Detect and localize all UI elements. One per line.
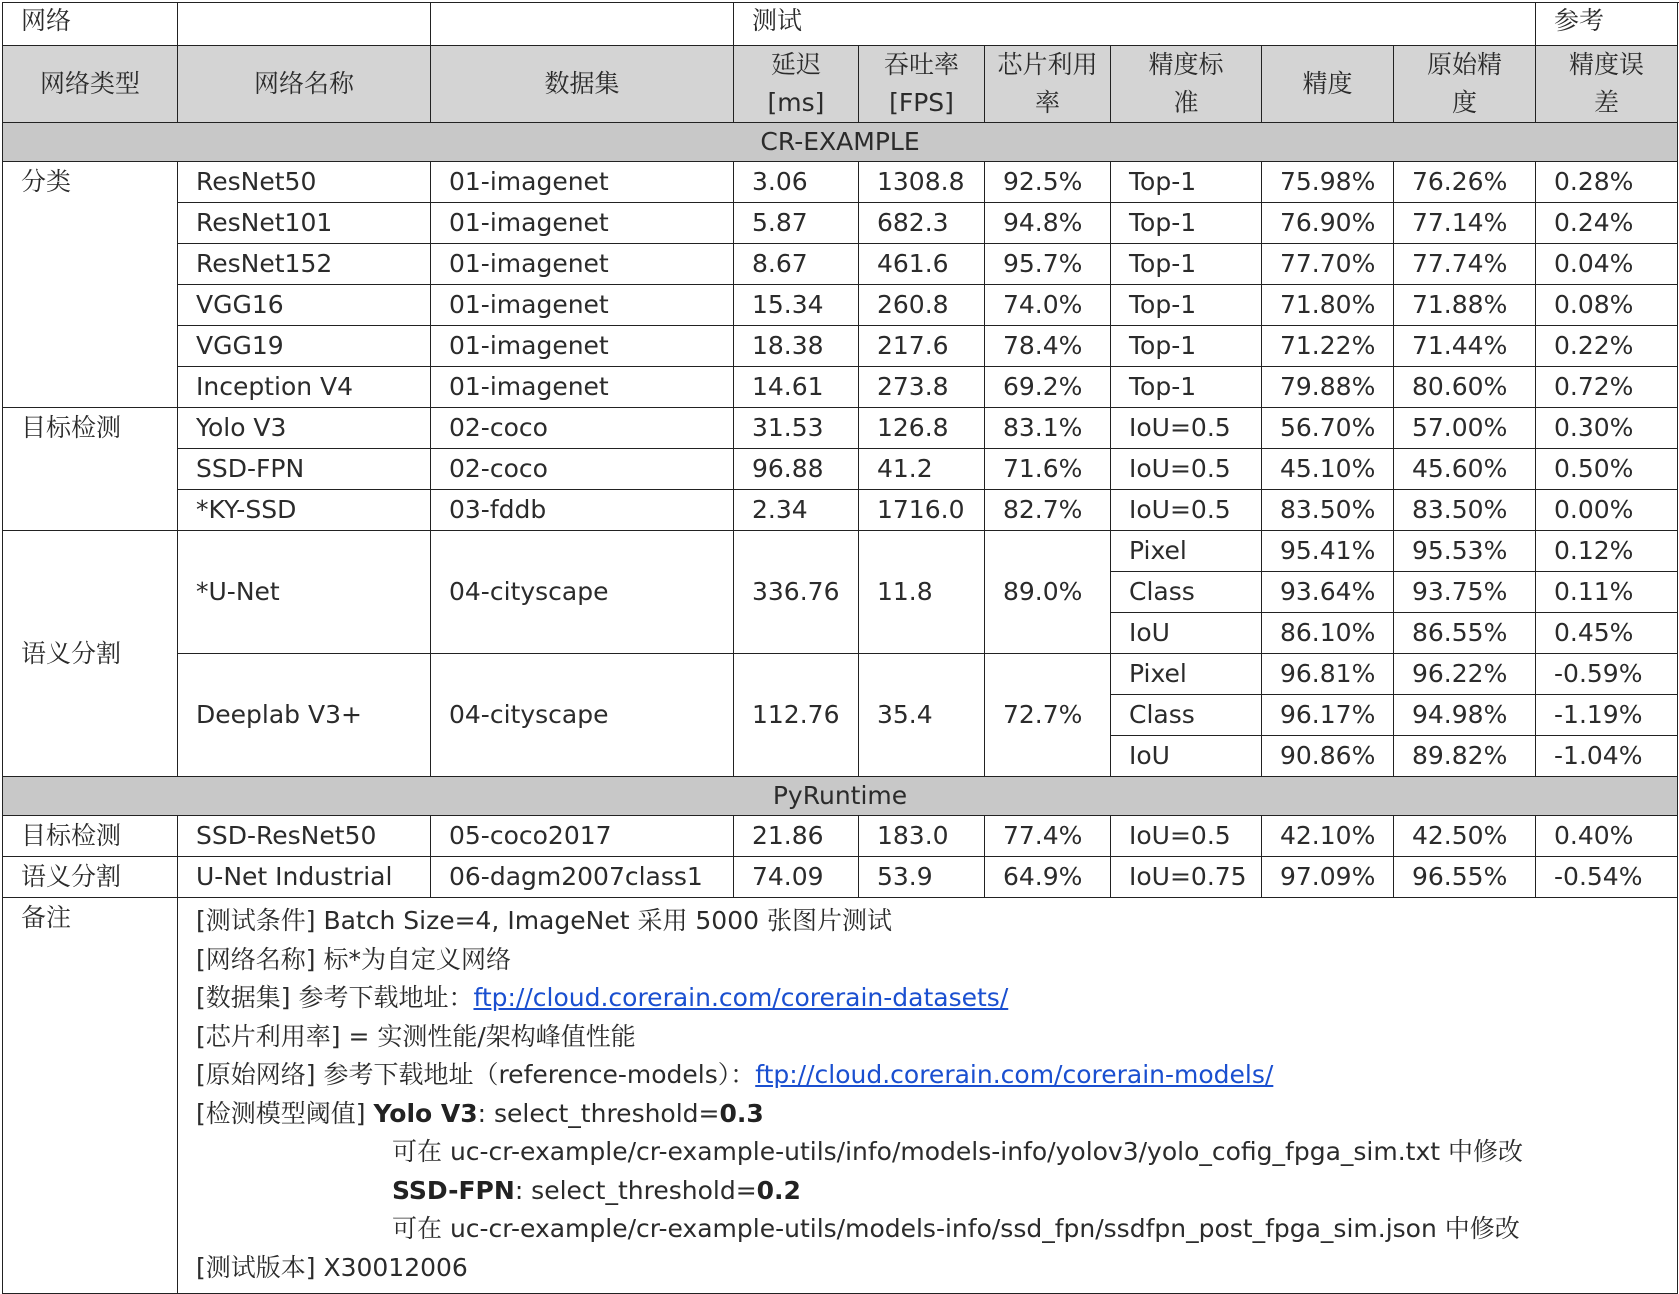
section-title: CR-EXAMPLE: [3, 123, 1678, 162]
utilization-cell: 78.4%: [985, 326, 1111, 367]
accuracy-error-cell: 0.40%: [1536, 816, 1678, 857]
column-header: 芯片利用 率: [985, 46, 1111, 123]
accuracy-error-cell: 0.11%: [1536, 572, 1678, 613]
metric-cell: IoU=0.75: [1111, 857, 1262, 898]
metric-cell: Top-1: [1111, 244, 1262, 285]
table-row: [3, 531, 1678, 572]
section-header-row: [3, 777, 1678, 816]
fps-cell: 11.8: [859, 531, 985, 654]
accuracy-cell: 97.09%: [1262, 857, 1394, 898]
fps-cell: 217.6: [859, 326, 985, 367]
metric-cell: Class: [1111, 572, 1262, 613]
note-threshold-prefix: [检测模型阈值]: [196, 1098, 366, 1128]
network-name-cell: VGG16: [178, 285, 431, 326]
note-dataset-prefix: [数据集] 参考下载地址：: [196, 983, 474, 1012]
accuracy-error-cell: 0.22%: [1536, 326, 1678, 367]
latency-cell: 96.88: [734, 449, 859, 490]
group-empty-cell: [178, 3, 431, 46]
utilization-cell: 92.5%: [985, 162, 1111, 203]
notes-row: [3, 898, 1678, 1294]
notes-content: [178, 898, 1678, 1294]
table-row: [3, 654, 1678, 695]
original-accuracy-cell: 57.00%: [1394, 408, 1536, 449]
accuracy-cell: 71.80%: [1262, 285, 1394, 326]
original-accuracy-cell: 45.60%: [1394, 449, 1536, 490]
dataset-cell: 02-coco: [431, 408, 734, 449]
accuracy-error-cell: 0.24%: [1536, 203, 1678, 244]
metric-cell: IoU=0.5: [1111, 449, 1262, 490]
column-header: 精度: [1262, 46, 1394, 123]
table-row: [3, 203, 1678, 244]
latency-cell: 2.34: [734, 490, 859, 531]
column-header: 原始精 度: [1394, 46, 1536, 123]
note-yolo-config-path: 可在 uc-cr-example/cr-example-utils/info/models-info/yolov3/yolo_cofig_fpga_sim.txt 中修改: [392, 1137, 1524, 1166]
column-header: 精度误 差: [1536, 46, 1678, 123]
original-accuracy-cell: 89.82%: [1394, 736, 1536, 777]
fps-cell: 41.2: [859, 449, 985, 490]
original-accuracy-cell: 71.88%: [1394, 285, 1536, 326]
dataset-cell: 03-fddb: [431, 490, 734, 531]
network-name-cell: U-Net Industrial: [178, 857, 431, 898]
accuracy-cell: 96.81%: [1262, 654, 1394, 695]
metric-cell: Top-1: [1111, 162, 1262, 203]
utilization-cell: 64.9%: [985, 857, 1111, 898]
accuracy-cell: 75.98%: [1262, 162, 1394, 203]
network-name-cell: Inception V4: [178, 367, 431, 408]
table-body: [3, 123, 1678, 1294]
network-name-cell: SSD-ResNet50: [178, 816, 431, 857]
accuracy-error-cell: 0.72%: [1536, 367, 1678, 408]
dataset-cell: 01-imagenet: [431, 244, 734, 285]
utilization-cell: 72.7%: [985, 654, 1111, 777]
network-name-cell: Yolo V3: [178, 408, 431, 449]
column-header: 延迟 [ms]: [734, 46, 859, 123]
fps-cell: 461.6: [859, 244, 985, 285]
accuracy-cell: 90.86%: [1262, 736, 1394, 777]
yolo-model-name: Yolo V3: [373, 1098, 478, 1128]
metric-cell: IoU=0.5: [1111, 408, 1262, 449]
utilization-cell: 89.0%: [985, 531, 1111, 654]
accuracy-error-cell: 0.04%: [1536, 244, 1678, 285]
note-test-version: [测试版本] X30012006: [196, 1252, 468, 1282]
latency-cell: 74.09: [734, 857, 859, 898]
network-name-cell: *KY-SSD: [178, 490, 431, 531]
network-name-cell: ResNet101: [178, 203, 431, 244]
metric-cell: IoU=0.5: [1111, 490, 1262, 531]
accuracy-error-cell: 0.08%: [1536, 285, 1678, 326]
table-row: [3, 857, 1678, 898]
accuracy-error-cell: -0.59%: [1536, 654, 1678, 695]
fps-cell: 273.8: [859, 367, 985, 408]
original-accuracy-cell: 71.44%: [1394, 326, 1536, 367]
model-download-link[interactable]: ftp://cloud.corerain.com/corerain-models/: [755, 1060, 1274, 1089]
network-name-cell: Deeplab V3+: [178, 654, 431, 777]
metric-cell: Top-1: [1111, 285, 1262, 326]
table-row: [3, 162, 1678, 203]
table-row: [3, 816, 1678, 857]
original-accuracy-cell: 77.14%: [1394, 203, 1536, 244]
note-model-download: [196, 1056, 1677, 1095]
latency-cell: 8.67: [734, 244, 859, 285]
note-ssdfpn-config-path: 可在 uc-cr-example/cr-example-utils/models-info/ssd_fpn/ssdfpn_post_fpga_sim.json 中修改: [392, 1214, 1520, 1243]
note-test-conditions: [测试条件] Batch Size=4, ImageNet 采用 5000 张图片测试: [196, 906, 892, 935]
accuracy-error-cell: 0.12%: [1536, 531, 1678, 572]
table-row: [3, 285, 1678, 326]
original-accuracy-cell: 83.50%: [1394, 490, 1536, 531]
latency-cell: 15.34: [734, 285, 859, 326]
utilization-cell: 71.6%: [985, 449, 1111, 490]
section-header-row: [3, 123, 1678, 162]
latency-cell: 336.76: [734, 531, 859, 654]
accuracy-cell: 42.10%: [1262, 816, 1394, 857]
metric-cell: IoU: [1111, 736, 1262, 777]
column-header: 网络名称: [178, 46, 431, 123]
group-test-label: 测试: [734, 3, 1536, 46]
network-name-cell: *U-Net: [178, 531, 431, 654]
accuracy-cell: 96.17%: [1262, 695, 1394, 736]
dataset-cell: 01-imagenet: [431, 203, 734, 244]
original-accuracy-cell: 86.55%: [1394, 613, 1536, 654]
column-header: 吞吐率 [FPS]: [859, 46, 985, 123]
utilization-cell: 74.0%: [985, 285, 1111, 326]
fps-cell: 1716.0: [859, 490, 985, 531]
latency-cell: 21.86: [734, 816, 859, 857]
accuracy-cell: 45.10%: [1262, 449, 1394, 490]
utilization-cell: 69.2%: [985, 367, 1111, 408]
fps-cell: 260.8: [859, 285, 985, 326]
utilization-cell: 83.1%: [985, 408, 1111, 449]
network-type-cell: 目标检测: [3, 408, 178, 531]
latency-cell: 14.61: [734, 367, 859, 408]
original-accuracy-cell: 93.75%: [1394, 572, 1536, 613]
network-name-cell: VGG19: [178, 326, 431, 367]
dataset-cell: 01-imagenet: [431, 285, 734, 326]
yolo-threshold-key: : select_threshold=: [477, 1098, 720, 1128]
network-type-cell: 语义分割: [3, 531, 178, 777]
metric-cell: IoU=0.5: [1111, 816, 1262, 857]
original-accuracy-cell: 96.22%: [1394, 654, 1536, 695]
group-network-label: 网络: [3, 3, 178, 46]
latency-cell: 18.38: [734, 326, 859, 367]
fps-cell: 53.9: [859, 857, 985, 898]
column-header: 网络类型: [3, 46, 178, 123]
table-row: [3, 449, 1678, 490]
accuracy-error-cell: 0.50%: [1536, 449, 1678, 490]
fps-cell: 183.0: [859, 816, 985, 857]
fps-cell: 1308.8: [859, 162, 985, 203]
yolo-threshold-value: 0.3: [719, 1098, 764, 1128]
note-dataset-download: [196, 979, 1677, 1018]
network-type-cell: 分类: [3, 162, 178, 408]
note-threshold-yolo: [196, 1095, 1677, 1134]
metric-cell: Top-1: [1111, 326, 1262, 367]
network-name-cell: ResNet152: [178, 244, 431, 285]
table-row: [3, 326, 1678, 367]
dataset-cell: 01-imagenet: [431, 162, 734, 203]
original-accuracy-cell: 80.60%: [1394, 367, 1536, 408]
dataset-cell: 04-cityscape: [431, 531, 734, 654]
dataset-cell: 05-coco2017: [431, 816, 734, 857]
accuracy-cell: 79.88%: [1262, 367, 1394, 408]
metric-cell: Top-1: [1111, 203, 1262, 244]
column-header-row: [3, 46, 1678, 123]
results-table-container: [2, 2, 1677, 1294]
network-name-cell: ResNet50: [178, 162, 431, 203]
column-header: 精度标 准: [1111, 46, 1262, 123]
metric-cell: Pixel: [1111, 531, 1262, 572]
accuracy-cell: 86.10%: [1262, 613, 1394, 654]
accuracy-cell: 56.70%: [1262, 408, 1394, 449]
latency-cell: 5.87: [734, 203, 859, 244]
metric-cell: IoU: [1111, 613, 1262, 654]
dataset-download-link[interactable]: ftp://cloud.corerain.com/corerain-datasets/: [473, 983, 1009, 1012]
accuracy-cell: 77.70%: [1262, 244, 1394, 285]
accuracy-cell: 83.50%: [1262, 490, 1394, 531]
fps-cell: 682.3: [859, 203, 985, 244]
metric-cell: Pixel: [1111, 654, 1262, 695]
dataset-cell: 04-cityscape: [431, 654, 734, 777]
header-group-row: [3, 3, 1678, 46]
dataset-cell: 02-coco: [431, 449, 734, 490]
column-header: 数据集: [431, 46, 734, 123]
utilization-cell: 82.7%: [985, 490, 1111, 531]
original-accuracy-cell: 94.98%: [1394, 695, 1536, 736]
accuracy-error-cell: -1.04%: [1536, 736, 1678, 777]
latency-cell: 3.06: [734, 162, 859, 203]
dataset-cell: 06-dagm2007class1: [431, 857, 734, 898]
table-row: [3, 408, 1678, 449]
dataset-cell: 01-imagenet: [431, 367, 734, 408]
utilization-cell: 94.8%: [985, 203, 1111, 244]
table-row: [3, 490, 1678, 531]
metric-cell: Class: [1111, 695, 1262, 736]
accuracy-cell: 93.64%: [1262, 572, 1394, 613]
network-type-cell: 语义分割: [3, 857, 178, 898]
original-accuracy-cell: 96.55%: [1394, 857, 1536, 898]
network-type-cell: 目标检测: [3, 816, 178, 857]
accuracy-error-cell: -0.54%: [1536, 857, 1678, 898]
utilization-cell: 77.4%: [985, 816, 1111, 857]
group-empty-cell: [431, 3, 734, 46]
original-accuracy-cell: 95.53%: [1394, 531, 1536, 572]
ssdfpn-threshold-key: : select_threshold=: [514, 1175, 757, 1205]
benchmark-table: [2, 2, 1678, 1294]
table-row: [3, 244, 1678, 285]
ssdfpn-model-name: SSD-FPN: [392, 1175, 515, 1205]
fps-cell: 35.4: [859, 654, 985, 777]
section-title: PyRuntime: [3, 777, 1678, 816]
note-model-prefix: [原始网络] 参考下载地址（reference-models）：: [196, 1060, 756, 1089]
accuracy-error-cell: 0.28%: [1536, 162, 1678, 203]
accuracy-cell: 95.41%: [1262, 531, 1394, 572]
accuracy-cell: 71.22%: [1262, 326, 1394, 367]
note-chip-utilization: [芯片利用率] = 实测性能/架构峰值性能: [196, 1021, 636, 1051]
note-network-names: [网络名称] 标*为自定义网络: [196, 944, 511, 974]
ssdfpn-threshold-value: 0.2: [756, 1175, 801, 1205]
metric-cell: Top-1: [1111, 367, 1262, 408]
network-name-cell: SSD-FPN: [178, 449, 431, 490]
dataset-cell: 01-imagenet: [431, 326, 734, 367]
accuracy-error-cell: 0.30%: [1536, 408, 1678, 449]
accuracy-error-cell: -1.19%: [1536, 695, 1678, 736]
group-reference-label: 参考: [1536, 3, 1678, 46]
original-accuracy-cell: 42.50%: [1394, 816, 1536, 857]
table-row: [3, 367, 1678, 408]
original-accuracy-cell: 77.74%: [1394, 244, 1536, 285]
original-accuracy-cell: 76.26%: [1394, 162, 1536, 203]
accuracy-error-cell: 0.00%: [1536, 490, 1678, 531]
fps-cell: 126.8: [859, 408, 985, 449]
latency-cell: 112.76: [734, 654, 859, 777]
accuracy-error-cell: 0.45%: [1536, 613, 1678, 654]
latency-cell: 31.53: [734, 408, 859, 449]
utilization-cell: 95.7%: [985, 244, 1111, 285]
notes-label: 备注: [3, 898, 178, 1294]
accuracy-cell: 76.90%: [1262, 203, 1394, 244]
